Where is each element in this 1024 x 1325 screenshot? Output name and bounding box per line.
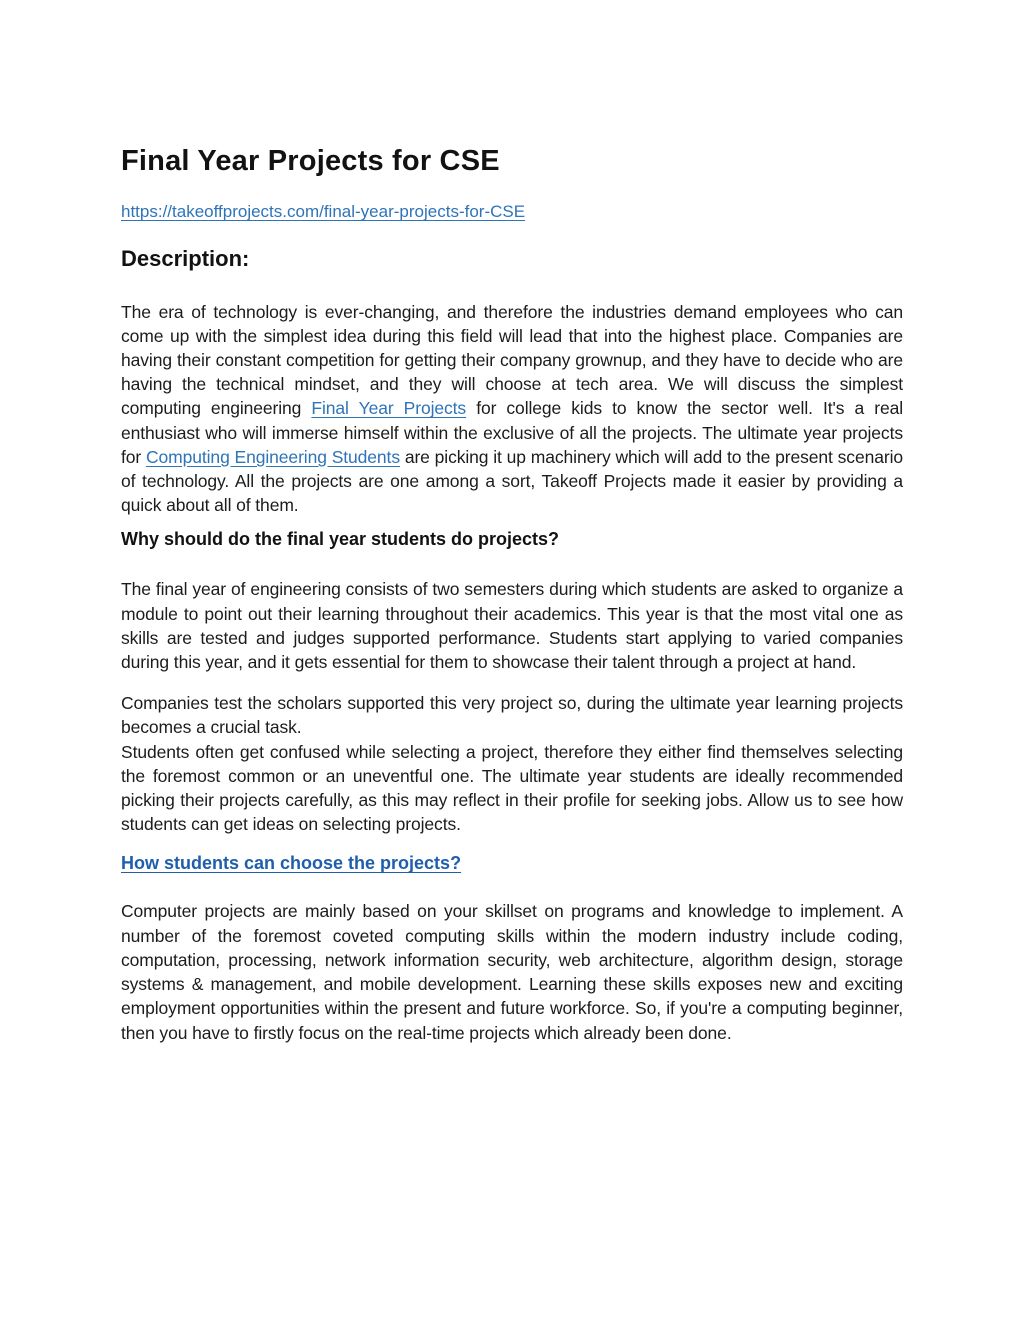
intro-text-seg1: The era of technology is ever-changing, and therefore the industries demand employees who can come up with the simplest idea during this field will lead that into the highest place. Companies are having their constant competition for getting their company grownup, and they have to decide who are having the technical mindset, and they will choose at tech area. We will discuss the simplest computing engineering (121, 301, 903, 419)
intro-text-seg2: for college kids to know the sector well. It's a real enthusiast who will immerse himself within the exclusive of all the projects. The ultimate year projects for (121, 398, 903, 467)
how-paragraph: Computer projects are mainly based on your skillset on programs and knowledge to implement. A number of the foremost coveted computing skills within the modern industry include coding, computation, processing, network information security, web architecture, algorithm design, storage systems & management, and mobile development. Learning these skills exposes new and exciting employment opportunities within the present and future workforce. So, if you're a computing beginner, then you have to firstly focus on the real-time projects which already been done. (121, 901, 903, 1043)
why-paragraph-3: Students often get confused while selecting a project, therefore they either find themselves selecting the foremost common or an uneventful one. The ultimate year students are ideally recommended picking their projects carefully, as this may reflect in their profile for seeking jobs. Allow us to see how students can get ideas on selecting projects. (121, 741, 903, 835)
final-year-projects-link[interactable]: Final Year Projects (311, 398, 467, 419)
why-paragraph-group (121, 691, 903, 836)
source-url-link[interactable]: https://takeoffprojects.com/final-year-projects-for-CSE (121, 202, 526, 222)
intro-text-seg3: are picking it up machinery which will add to the present scenario of technology. All the projects are one among a sort, Takeoff Projects made it easier by providing a quick about all of them. (121, 446, 903, 516)
intro-paragraph (121, 300, 903, 518)
computing-engineering-students-link[interactable]: Computing Engineering Students (145, 446, 400, 467)
why-paragraph-2: Companies test the scholars supported this very project so, during the ultimate year learning projects becomes a crucial task. (121, 693, 903, 738)
description-heading: Description: (121, 246, 250, 272)
page-title: Final Year Projects for CSE (121, 145, 500, 177)
why-paragraph-1: The final year of engineering consists of two semesters during which students are asked to organize a module to point out their learning throughout their academics. This year is that the most vital one as skills are tested and judges supported performance. Students start applying to varied companies during this year, and it gets essential for them to showcase their talent through a project at hand. (121, 579, 903, 673)
why-students-projects-heading: Why should do the final year students do projects? (121, 529, 560, 550)
how-students-choose-heading-link[interactable]: How students can choose the projects? (121, 853, 462, 874)
